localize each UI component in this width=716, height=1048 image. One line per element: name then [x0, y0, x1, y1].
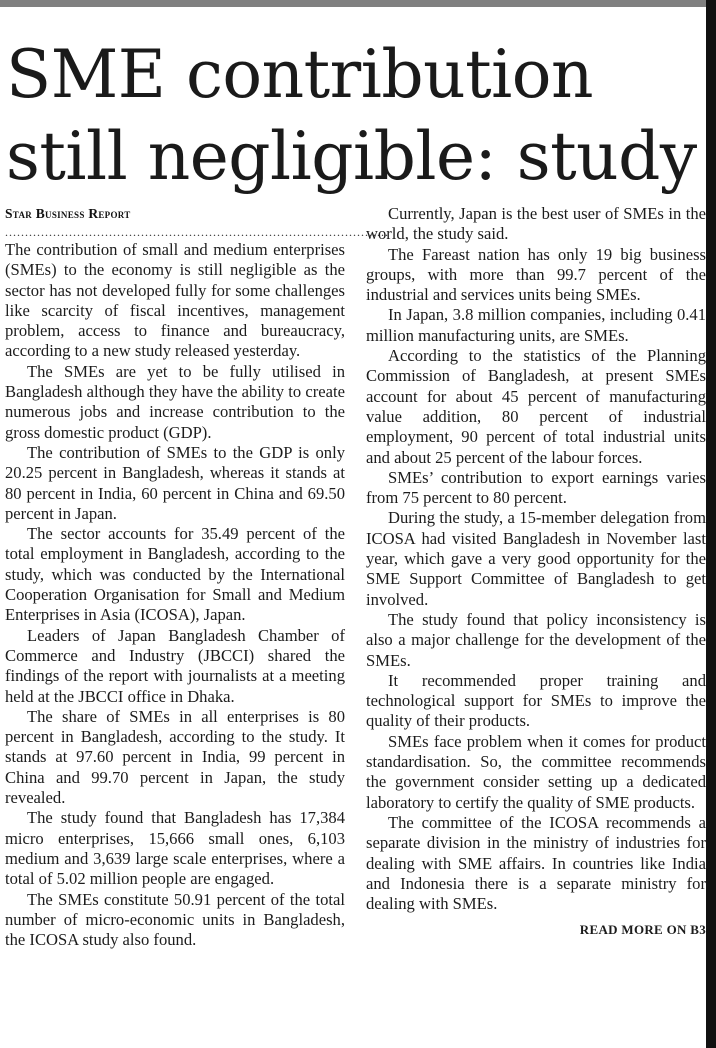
paragraph: In Japan, 3.8 million companies, including 0.41 million manufacturing units, are SMEs. [366, 305, 706, 345]
paragraph: The SMEs constitute 50.91 percent of the total number of micro-economic units in Bangladesh, the ICOSA study also found. [5, 889, 345, 950]
paragraph: SMEs face problem when it comes for product standardisation. So, the committee recommends the government consider setting up a dedicated laboratory to certify the quality of SME products. [366, 731, 706, 812]
byline-dotted-rule: ................................................................................................ [5, 225, 389, 239]
page-edge [706, 0, 716, 1048]
paragraph: The committee of the ICOSA recommends a separate division in the ministry of industries for dealing with SME affairs. In countries like India and Indonesia there is a separate ministry for dealing with SMEs. [366, 812, 706, 914]
paragraph: SMEs’ contribution to export earnings varies from 75 percent to 80 percent. [366, 467, 706, 508]
left-column [5, 204, 389, 950]
paragraph: The sector accounts for 35.49 percent of the total employment in Bangladesh, according to the study, which was conducted by the International Cooperation Organisation for Small and Medium Enterprises in Asia (ICOSA), Japan. [5, 524, 345, 625]
paragraph: The Fareast nation has only 19 big business groups, with more than 99.7 percent of the industrial and services units being SMEs. [366, 244, 706, 305]
paragraph: The contribution of small and medium enterprises (SMEs) to the economy is still negligible as the sector has not developed fully for some challenges like scarcity of fiscal incentives, management problem, access to finance and bureaucracy, according to a new study released yesterday. [5, 240, 345, 361]
right-column [366, 204, 706, 941]
paragraph: The study found that policy inconsistency is also a major challenge for the development of the SMEs. [366, 609, 706, 670]
paragraph: It recommended proper training and technological support for SMEs to improve the quality of their products. [366, 670, 706, 731]
paragraph: Currently, Japan is the best user of SMEs in the world, the study said. [366, 204, 706, 244]
headline [6, 34, 706, 198]
paragraph: According to the statistics of the Planning Commission of Bangladesh, at present SMEs account for about 45 percent of manufacturing value addition, 80 percent of industrial employment, 90 percent of total industrial units and about 25 percent of the labour forces. [366, 346, 706, 467]
top-rule [0, 0, 706, 7]
paragraph: During the study, a 15-member delegation from ICOSA had visited Bangladesh in November last year, which gave a very good opportunity for the SME Support Committee of Bangladesh to get involved. [366, 508, 706, 609]
paragraph: The contribution of SMEs to the GDP is only 20.25 percent in Bangladesh, whereas it stands at 80 percent in India, 60 percent in China and 69.50 percent in Japan. [5, 442, 345, 523]
paragraph: The SMEs are yet to be fully utilised in Bangladesh although they have the ability to create numerous jobs and increase contribution to the gross domestic product (GDP). [5, 361, 345, 442]
headline-line-1: SME contribution [6, 36, 593, 113]
byline: Star Business Report [5, 206, 131, 221]
paragraph: The share of SMEs in all enterprises is 80 percent in Bangladesh, according to the study. It stands at 97.60 percent in India, 99 percent in China and 99.70 percent in Japan, the study revealed. [5, 706, 345, 808]
headline-line-2: still negligible: study [6, 118, 697, 195]
paragraph: Leaders of Japan Bangladesh Chamber of Commerce and Industry (JBCCI) shared the findings of the report with journalists at a meeting held at the JBCCI office in Dhaka. [5, 625, 345, 706]
paragraph: The study found that Bangladesh has 17,384 micro enterprises, 15,666 small ones, 6,103 medium and 3,639 large scale enterprises, where a total of 5.02 million people are engaged. [5, 808, 345, 889]
read-more-link[interactable]: READ MORE ON B3 [579, 922, 706, 938]
